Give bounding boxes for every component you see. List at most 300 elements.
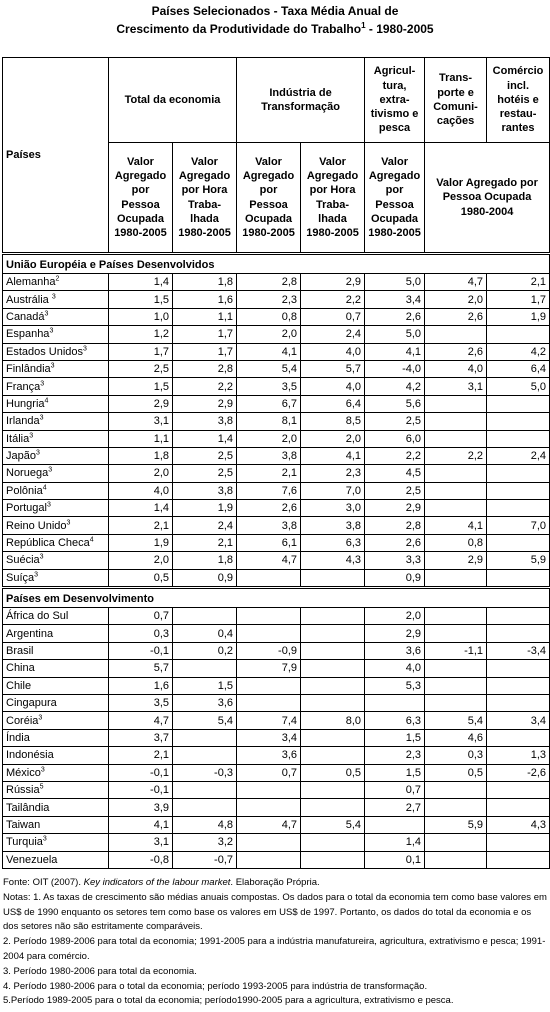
value-cell: 2,8	[365, 517, 425, 534]
value-cell	[301, 781, 365, 798]
note-2: 2. Período 1989-2006 para total da economia; 1991-2005 para a indústria manufatureira, agricultura, extrativismo e pesca; 1991-2004 para comércio.	[3, 936, 546, 962]
value-cell	[237, 694, 301, 711]
value-cell	[487, 413, 550, 430]
value-cell: 2,6	[425, 308, 487, 325]
value-cell	[425, 781, 487, 798]
subheader-agriculture-person: Valor Agregado por Pessoa Ocupada 1980-2005	[365, 143, 425, 254]
value-cell	[425, 694, 487, 711]
value-cell	[487, 729, 550, 746]
value-cell	[487, 608, 550, 625]
value-cell: 4,1	[425, 517, 487, 534]
value-cell: 0,2	[173, 642, 237, 659]
value-cell: 0,9	[365, 569, 425, 587]
table-row	[3, 482, 550, 499]
country-name: Finlândia	[6, 363, 51, 376]
table-row	[3, 343, 550, 360]
value-cell: 2,2	[301, 291, 365, 308]
country-name: Indonésia	[6, 749, 54, 762]
value-cell: 3,5	[109, 694, 173, 711]
value-cell: 4,7	[109, 712, 173, 729]
value-cell	[237, 677, 301, 694]
value-cell	[365, 694, 425, 711]
footnote-ref: 3	[40, 379, 45, 387]
value-cell: 0,5	[425, 764, 487, 781]
value-cell	[425, 413, 487, 430]
value-cell	[425, 851, 487, 868]
value-cell	[425, 569, 487, 587]
value-cell: 2,9	[173, 395, 237, 412]
subheader-industry-hour: Valor Agregado por Hora Traba-lhada 1980-2005	[301, 143, 365, 254]
section-label: Países em Desenvolvimento	[3, 588, 550, 608]
value-cell: -0,3	[173, 764, 237, 781]
value-cell: 7,9	[237, 660, 301, 677]
country-cell	[3, 517, 109, 534]
value-cell: -4,0	[365, 360, 425, 377]
value-cell	[425, 660, 487, 677]
value-cell: 6,3	[301, 534, 365, 551]
value-cell: 7,6	[237, 482, 301, 499]
value-cell: 2,0	[237, 326, 301, 343]
country-cell	[3, 378, 109, 395]
value-cell	[425, 608, 487, 625]
country-cell	[3, 764, 109, 781]
table-row	[3, 430, 550, 447]
value-cell: 1,6	[109, 677, 173, 694]
value-cell: 5,4	[301, 816, 365, 833]
table-row	[3, 764, 550, 781]
value-cell: 5,0	[487, 378, 550, 395]
value-cell	[173, 781, 237, 798]
value-cell: 3,1	[425, 378, 487, 395]
footnote-ref: 2	[55, 275, 60, 283]
value-cell	[237, 781, 301, 798]
footnote-ref: 3	[51, 292, 56, 300]
value-cell: 2,4	[173, 517, 237, 534]
value-cell: 2,5	[365, 413, 425, 430]
table-row	[3, 534, 550, 551]
value-cell: 2,4	[487, 447, 550, 464]
value-cell: 3,0	[301, 500, 365, 517]
value-cell: 8,5	[301, 413, 365, 430]
header-transport: Trans-porte e Comuni-cações	[425, 58, 487, 143]
value-cell: 4,2	[365, 378, 425, 395]
footnote-ref: 3	[39, 553, 44, 561]
country-name: França	[6, 380, 41, 393]
country-name: República Checa	[6, 537, 90, 550]
footnote-ref: 4	[44, 397, 49, 405]
value-cell	[487, 465, 550, 482]
country-cell	[3, 816, 109, 833]
country-name: Itália	[6, 432, 30, 445]
country-cell	[3, 395, 109, 412]
value-cell	[237, 851, 301, 868]
value-cell: 6,7	[237, 395, 301, 412]
value-cell	[487, 660, 550, 677]
value-cell: 4,3	[301, 552, 365, 569]
value-cell: 1,8	[109, 447, 173, 464]
value-cell	[301, 642, 365, 659]
value-cell: 7,0	[487, 517, 550, 534]
value-cell	[237, 625, 301, 642]
country-name: Noruega	[6, 467, 49, 480]
value-cell	[173, 729, 237, 746]
country-name: Alemanha	[6, 276, 56, 289]
table-row	[3, 660, 550, 677]
value-cell: 0,3	[109, 625, 173, 642]
table-row	[3, 712, 550, 729]
value-cell: 4,1	[365, 343, 425, 360]
value-cell: 1,9	[109, 534, 173, 551]
value-cell: 1,7	[487, 291, 550, 308]
value-cell: 5,4	[425, 712, 487, 729]
value-cell: 4,6	[425, 729, 487, 746]
country-cell	[3, 694, 109, 711]
value-cell: 4,7	[425, 274, 487, 291]
value-cell: 3,8	[237, 447, 301, 464]
value-cell: 0,5	[109, 569, 173, 587]
value-cell: 2,0	[301, 430, 365, 447]
table-row	[3, 799, 550, 816]
country-cell	[3, 500, 109, 517]
value-cell: -0,1	[109, 764, 173, 781]
country-name: Taiwan	[6, 818, 41, 831]
value-cell: 1,4	[173, 430, 237, 447]
table-row	[3, 677, 550, 694]
value-cell: 2,8	[173, 360, 237, 377]
subheader-total-person: Valor Agregado por Pessoa Ocupada 1980-2005	[109, 143, 173, 254]
country-name: Reino Unido	[6, 519, 67, 532]
table-row	[3, 308, 550, 325]
value-cell: 5,9	[425, 816, 487, 833]
value-cell: -0,7	[173, 851, 237, 868]
country-cell	[3, 677, 109, 694]
value-cell	[487, 834, 550, 851]
value-cell: 4,0	[109, 482, 173, 499]
header-industry: Indústria de Transformação	[237, 58, 365, 143]
value-cell	[487, 569, 550, 587]
table-row	[3, 781, 550, 798]
country-cell	[3, 308, 109, 325]
country-cell	[3, 552, 109, 569]
country-name: Argentina	[6, 627, 54, 640]
value-cell: 4,3	[487, 816, 550, 833]
value-cell: 0,7	[109, 608, 173, 625]
value-cell: 1,9	[487, 308, 550, 325]
value-cell: 2,1	[109, 747, 173, 764]
header-total-economy: Total da economia	[109, 58, 237, 143]
country-name: Portugal	[6, 502, 47, 515]
country-name: Suécia	[6, 554, 40, 567]
country-cell	[3, 660, 109, 677]
table-body	[3, 254, 550, 869]
value-cell: 3,4	[237, 729, 301, 746]
value-cell: 1,0	[109, 308, 173, 325]
value-cell: 2,6	[425, 343, 487, 360]
value-cell: 1,5	[109, 291, 173, 308]
table-row	[3, 465, 550, 482]
value-cell: 8,1	[237, 413, 301, 430]
value-cell: 1,5	[109, 378, 173, 395]
value-cell: 3,1	[109, 413, 173, 430]
section-label: União Européia e Países Desenvolvidos	[3, 254, 550, 274]
value-cell: 6,4	[487, 360, 550, 377]
value-cell	[237, 834, 301, 851]
productivity-table	[2, 57, 550, 869]
country-name: China	[6, 662, 35, 675]
value-cell: 6,3	[365, 712, 425, 729]
value-cell: 3,2	[173, 834, 237, 851]
country-cell	[3, 608, 109, 625]
value-cell	[425, 834, 487, 851]
value-cell: 0,1	[365, 851, 425, 868]
title-line-1: Países Selecionados - Taxa Média Anual de	[151, 4, 399, 18]
value-cell	[301, 747, 365, 764]
value-cell	[301, 851, 365, 868]
table-row	[3, 360, 550, 377]
footnote-ref: 3	[83, 345, 87, 353]
value-cell	[301, 677, 365, 694]
table-row	[3, 378, 550, 395]
value-cell	[301, 608, 365, 625]
country-cell	[3, 465, 109, 482]
value-cell: 2,0	[237, 430, 301, 447]
value-cell	[487, 482, 550, 499]
header-countries: Países	[3, 58, 109, 254]
value-cell	[425, 430, 487, 447]
value-cell: 0,5	[301, 764, 365, 781]
value-cell: 0,8	[425, 534, 487, 551]
value-cell: -3,4	[487, 642, 550, 659]
value-cell: -0,1	[109, 642, 173, 659]
value-cell: 0,7	[237, 764, 301, 781]
country-cell	[3, 413, 109, 430]
value-cell: 4,0	[301, 378, 365, 395]
country-cell	[3, 625, 109, 642]
value-cell: 3,9	[109, 799, 173, 816]
value-cell: 2,3	[365, 747, 425, 764]
country-cell	[3, 781, 109, 798]
table-row	[3, 694, 550, 711]
table-row	[3, 274, 550, 291]
country-name: Hungria	[6, 397, 45, 410]
country-name: Coréia	[6, 714, 39, 727]
value-cell: 5,4	[173, 712, 237, 729]
value-cell: 0,7	[365, 781, 425, 798]
value-cell: 5,4	[237, 360, 301, 377]
value-cell	[173, 747, 237, 764]
value-cell: 3,3	[365, 552, 425, 569]
footnote-ref: 3	[39, 414, 44, 422]
value-cell: 2,9	[365, 625, 425, 642]
value-cell	[487, 534, 550, 551]
footnote-ref: 3	[46, 501, 51, 509]
country-cell	[3, 343, 109, 360]
value-cell: -1,1	[425, 642, 487, 659]
value-cell: 7,4	[237, 712, 301, 729]
value-cell: 5,7	[301, 360, 365, 377]
value-cell	[487, 326, 550, 343]
value-cell: -2,6	[487, 764, 550, 781]
value-cell	[301, 569, 365, 587]
value-cell: 7,0	[301, 482, 365, 499]
country-name: Japão	[6, 450, 36, 463]
value-cell: 5,0	[365, 274, 425, 291]
value-cell	[487, 395, 550, 412]
country-cell	[3, 712, 109, 729]
country-cell	[3, 447, 109, 464]
value-cell	[365, 816, 425, 833]
value-cell: 1,6	[173, 291, 237, 308]
value-cell: 1,7	[173, 326, 237, 343]
value-cell: 2,1	[109, 517, 173, 534]
value-cell: 1,9	[173, 500, 237, 517]
subheader-total-hour: Valor Agregado por Hora Traba-lhada 1980-2005	[173, 143, 237, 254]
value-cell: 5,0	[365, 326, 425, 343]
value-cell: 1,5	[365, 764, 425, 781]
value-cell	[425, 500, 487, 517]
value-cell: 2,0	[109, 465, 173, 482]
value-cell: 2,5	[365, 482, 425, 499]
value-cell	[425, 326, 487, 343]
value-cell: 6,0	[365, 430, 425, 447]
value-cell: 2,1	[487, 274, 550, 291]
footnote-ref: 3	[35, 449, 40, 457]
value-cell: 2,6	[365, 308, 425, 325]
value-cell: 2,3	[237, 291, 301, 308]
table-row	[3, 291, 550, 308]
value-cell	[487, 694, 550, 711]
table-row	[3, 447, 550, 464]
value-cell	[237, 799, 301, 816]
value-cell	[425, 395, 487, 412]
value-cell: 1,3	[487, 747, 550, 764]
value-cell: 3,8	[301, 517, 365, 534]
value-cell: 3,1	[109, 834, 173, 851]
value-cell	[487, 625, 550, 642]
value-cell: 0,3	[425, 747, 487, 764]
value-cell: 4,1	[109, 816, 173, 833]
value-cell: 3,8	[237, 517, 301, 534]
country-name: Tailândia	[6, 801, 50, 814]
value-cell	[301, 729, 365, 746]
value-cell: 1,4	[365, 834, 425, 851]
country-cell	[3, 534, 109, 551]
footnote-ref: 3	[40, 766, 45, 774]
table-row	[3, 747, 550, 764]
value-cell: 2,0	[425, 291, 487, 308]
footnote-ref: 4	[42, 484, 47, 492]
value-cell: 3,6	[173, 694, 237, 711]
country-name: Rússia	[6, 784, 40, 797]
value-cell: 2,2	[425, 447, 487, 464]
country-name: Suíça	[6, 571, 35, 584]
table-row	[3, 642, 550, 659]
value-cell	[301, 834, 365, 851]
footnote-ref: 3	[42, 835, 47, 843]
table-row	[3, 569, 550, 587]
header-agriculture: Agricul-tura, extra-tivismo e pesca	[365, 58, 425, 143]
value-cell: 6,4	[301, 395, 365, 412]
table-row	[3, 517, 550, 534]
value-cell: 1,1	[109, 430, 173, 447]
value-cell: 2,5	[109, 360, 173, 377]
value-cell: 2,1	[173, 534, 237, 551]
value-cell	[237, 569, 301, 587]
value-cell: 3,7	[109, 729, 173, 746]
value-cell: 3,4	[365, 291, 425, 308]
note-1: Notas: 1. As taxas de crescimento são médias anuais compostas. Os dados para o total da economia tem como base valores em US$ de 1990 enquanto os setores tem como base os valores em US$ de 1997. Portanto, os dados do total da economia e os dos setores não são estritamente comparáveis.	[3, 891, 547, 933]
table-row	[3, 816, 550, 833]
value-cell	[301, 694, 365, 711]
subheader-services-2004: Valor Agregado por Pessoa Ocupada 1980-2004	[425, 143, 550, 254]
value-cell: 3,6	[365, 642, 425, 659]
country-cell	[3, 482, 109, 499]
table-row	[3, 851, 550, 868]
value-cell	[173, 608, 237, 625]
value-cell: 4,1	[301, 447, 365, 464]
value-cell: 8,0	[301, 712, 365, 729]
value-cell: 5,7	[109, 660, 173, 677]
value-cell: 2,9	[365, 500, 425, 517]
value-cell: 2,6	[237, 500, 301, 517]
value-cell: 2,1	[237, 465, 301, 482]
country-cell	[3, 729, 109, 746]
country-cell	[3, 799, 109, 816]
section-row	[3, 254, 550, 274]
value-cell: 1,8	[173, 274, 237, 291]
value-cell: 0,8	[237, 308, 301, 325]
value-cell: 4,0	[365, 660, 425, 677]
value-cell: 2,6	[365, 534, 425, 551]
footnote-ref: 3	[49, 327, 54, 335]
value-cell	[173, 799, 237, 816]
country-name: Polônia	[6, 484, 43, 497]
country-cell	[3, 851, 109, 868]
table-title	[0, 2, 550, 38]
value-cell	[487, 781, 550, 798]
country-name: Irlanda	[6, 415, 40, 428]
value-cell	[487, 430, 550, 447]
value-cell: 1,4	[109, 500, 173, 517]
value-cell: 3,4	[487, 712, 550, 729]
footnote-ref: 3	[44, 310, 49, 318]
value-cell: 1,8	[173, 552, 237, 569]
table-row	[3, 395, 550, 412]
footnote-ref: 4	[89, 536, 94, 544]
value-cell: 2,9	[109, 395, 173, 412]
value-cell: 6,1	[237, 534, 301, 551]
value-cell: -0,9	[237, 642, 301, 659]
value-cell	[487, 677, 550, 694]
value-cell	[425, 625, 487, 642]
country-cell	[3, 430, 109, 447]
value-cell: 2,9	[301, 274, 365, 291]
value-cell: 4,7	[237, 552, 301, 569]
footnote-ref: 3	[50, 362, 55, 370]
value-cell: 3,6	[237, 747, 301, 764]
footnote-ref: 3	[34, 571, 39, 579]
country-name: Espanha	[6, 328, 50, 341]
value-cell	[301, 660, 365, 677]
value-cell	[425, 482, 487, 499]
value-cell: 1,2	[109, 326, 173, 343]
value-cell: 3,8	[173, 413, 237, 430]
section-row	[3, 588, 550, 608]
value-cell: 2,8	[237, 274, 301, 291]
value-cell	[425, 677, 487, 694]
title-line-2: Crescimento da Produtividade do Trabalho$^1$ - 1980-2005	[116, 21, 434, 36]
note-4: 4. Período 1980-2006 para o total da economia; período 1993-2005 para indústria de transformação.	[3, 980, 428, 992]
